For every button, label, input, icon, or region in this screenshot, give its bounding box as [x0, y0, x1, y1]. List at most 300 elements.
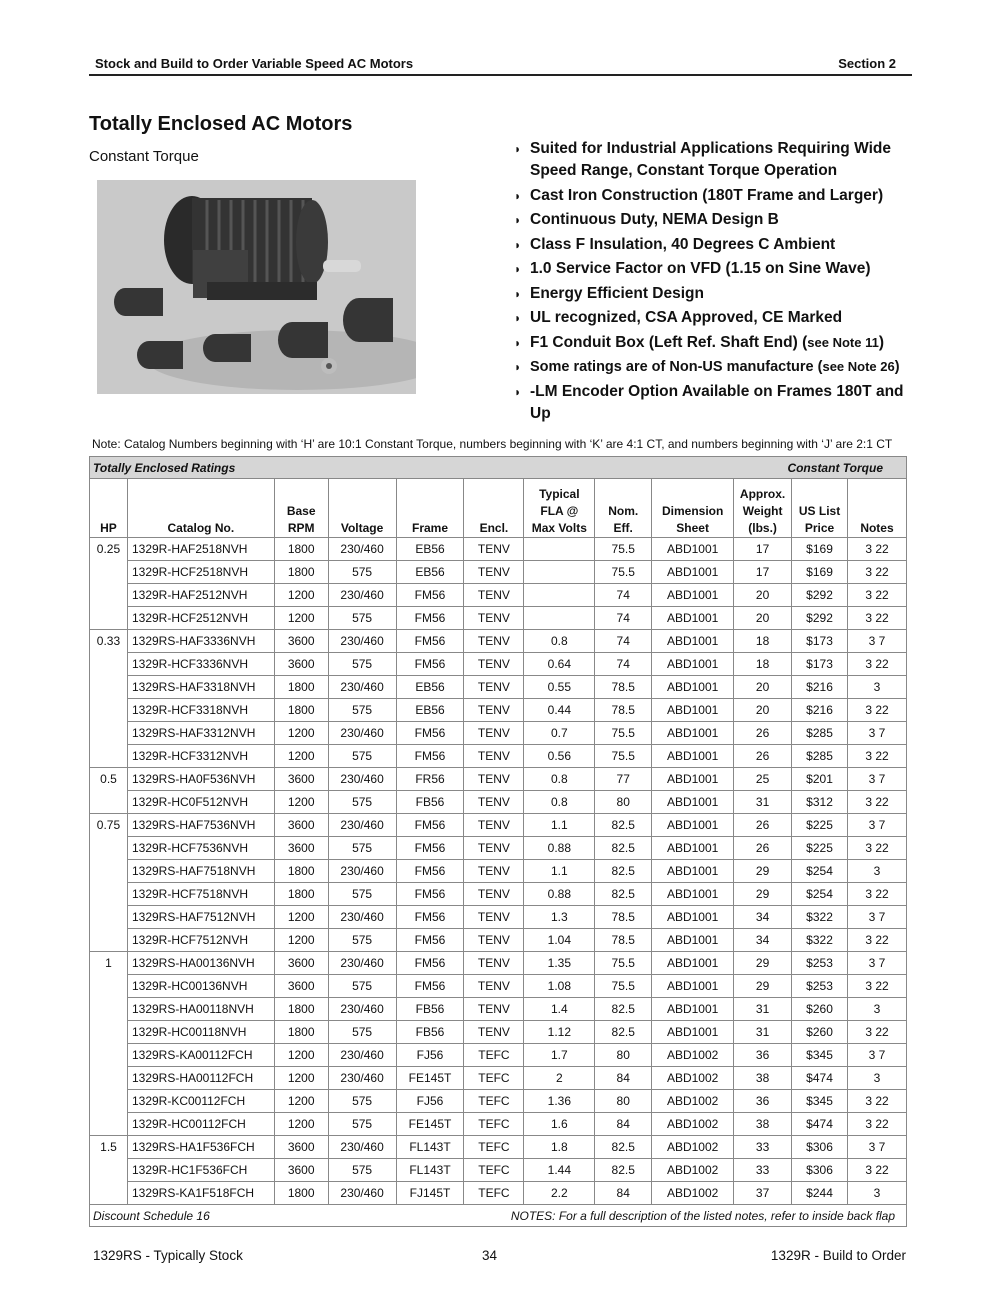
table-cell: 1329R-HCF7518NVH: [127, 883, 274, 906]
feature-item: ◗ Cast Iron Construction (180T Frame and Larger): [514, 185, 924, 207]
table-row: [90, 814, 907, 837]
col-header-hp: HP: [90, 479, 128, 538]
table-cell: 575: [328, 837, 396, 860]
table-cell: 33: [734, 1159, 792, 1182]
table-row: [90, 676, 907, 699]
header-section: Section 2: [838, 56, 896, 71]
table-cell: FM56: [396, 607, 464, 630]
table-cell: 29: [734, 975, 792, 998]
table-cell: 1200: [274, 607, 328, 630]
table-cell: 575: [328, 607, 396, 630]
table-cell: 78.5: [595, 699, 652, 722]
col-header-weight: Approx. Weight (lbs.): [734, 479, 792, 538]
table-cell: $345: [792, 1090, 848, 1113]
table-cell: 230/460: [328, 584, 396, 607]
table-cell: $225: [792, 837, 848, 860]
table-cell: ABD1001: [652, 791, 734, 814]
table-cell: 36: [734, 1044, 792, 1067]
table-cell: 3 7: [847, 906, 906, 929]
feature-list: [514, 138, 924, 427]
table-cell: ABD1001: [652, 883, 734, 906]
table-row: [90, 860, 907, 883]
page-number: 34: [482, 1248, 498, 1263]
table-cell: 575: [328, 699, 396, 722]
ratings-table: [89, 456, 907, 1227]
table-cell: 3600: [274, 653, 328, 676]
table-cell: ABD1001: [652, 722, 734, 745]
table-cell: TENV: [464, 860, 524, 883]
table-cell: 1329R-HAF2512NVH: [127, 584, 274, 607]
table-cell: 230/460: [328, 998, 396, 1021]
table-cell: 36: [734, 1090, 792, 1113]
table-cell: 575: [328, 929, 396, 952]
table-cell: 3 22: [847, 1113, 906, 1136]
table-cell: ABD1001: [652, 768, 734, 791]
table-cell: 26: [734, 745, 792, 768]
table-cell: 1200: [274, 1090, 328, 1113]
table-cell: FE145T: [396, 1113, 464, 1136]
hp-cell: 1: [90, 952, 128, 1136]
feature-item: ◗ Suited for Industrial Applications Requiring Wide Speed Range, Constant Torque Operation: [514, 140, 891, 179]
table-cell: 20: [734, 607, 792, 630]
table-cell: 3 22: [847, 699, 906, 722]
table-cell: 1800: [274, 883, 328, 906]
hp-cell: 0.33: [90, 630, 128, 768]
table-cell: 38: [734, 1067, 792, 1090]
footer-left: 1329RS - Typically Stock: [93, 1248, 243, 1263]
table-cell: ABD1001: [652, 584, 734, 607]
table-cell: TEFC: [464, 1159, 524, 1182]
table-cell: TEFC: [464, 1044, 524, 1067]
table-cell: 1.08: [524, 975, 595, 998]
table-cell: 230/460: [328, 630, 396, 653]
table-cell: 230/460: [328, 1044, 396, 1067]
table-cell: 1329R-HC0F512NVH: [127, 791, 274, 814]
table-cell: ABD1002: [652, 1182, 734, 1205]
table-cell: TENV: [464, 561, 524, 584]
table-cell: 3600: [274, 630, 328, 653]
hp-cell: 1.5: [90, 1136, 128, 1205]
table-cell: ABD1002: [652, 1090, 734, 1113]
table-row: [90, 1159, 907, 1182]
table-cell: $322: [792, 929, 848, 952]
table-header-row: [90, 479, 907, 538]
table-row: [90, 929, 907, 952]
table-cell: ABD1001: [652, 630, 734, 653]
table-cell: 3 7: [847, 722, 906, 745]
table-cell: 575: [328, 653, 396, 676]
feature-item: ◗ F1 Conduit Box (Left Ref. Shaft End) (see Note 11): [514, 332, 924, 354]
table-cell: FM56: [396, 745, 464, 768]
table-cell: 3 7: [847, 814, 906, 837]
table-cell: 1200: [274, 584, 328, 607]
feature-item: ◗ Energy Efficient Design: [514, 283, 924, 305]
table-cell: ABD1002: [652, 1159, 734, 1182]
hp-cell: 0.5: [90, 768, 128, 814]
table-cell: TEFC: [464, 1136, 524, 1159]
table-cell: FL143T: [396, 1136, 464, 1159]
table-cell: 31: [734, 1021, 792, 1044]
table-cell: 80: [595, 1044, 652, 1067]
table-cell: TENV: [464, 883, 524, 906]
table-cell: FM56: [396, 906, 464, 929]
bullet-icon: ◗: [514, 360, 522, 374]
table-cell: FE145T: [396, 1067, 464, 1090]
table-cell: 78.5: [595, 676, 652, 699]
table-row: [90, 791, 907, 814]
table-cell: $225: [792, 814, 848, 837]
table-cell: 0.56: [524, 745, 595, 768]
table-cell: 1.6: [524, 1113, 595, 1136]
table-cell: 82.5: [595, 1136, 652, 1159]
table-cell: 17: [734, 561, 792, 584]
table-cell: $169: [792, 561, 848, 584]
table-cell: $169: [792, 538, 848, 561]
col-header-catalog: Catalog No.: [127, 479, 274, 538]
table-cell: 1800: [274, 998, 328, 1021]
table-cell: ABD1001: [652, 561, 734, 584]
table-cell: TENV: [464, 584, 524, 607]
table-row: [90, 952, 907, 975]
header-title: Stock and Build to Order Variable Speed AC Motors: [95, 56, 414, 71]
feature-item: ◗ UL recognized, CSA Approved, CE Marked: [514, 307, 924, 329]
table-cell: TENV: [464, 814, 524, 837]
table-cell: 80: [595, 1090, 652, 1113]
table-cell: 1329R-HCF7536NVH: [127, 837, 274, 860]
table-cell: TEFC: [464, 1090, 524, 1113]
table-cell: ABD1001: [652, 837, 734, 860]
table-cell: FM56: [396, 929, 464, 952]
table-cell: $173: [792, 630, 848, 653]
table-cell: 3 22: [847, 607, 906, 630]
table-cell: 75.5: [595, 975, 652, 998]
table-cell: 1200: [274, 906, 328, 929]
table-cell: 3: [847, 1182, 906, 1205]
table-cell: 0.64: [524, 653, 595, 676]
table-cell: FJ56: [396, 1044, 464, 1067]
bullet-icon: ◗: [514, 335, 522, 350]
table-cell: 1.04: [524, 929, 595, 952]
table-cell: 75.5: [595, 745, 652, 768]
table-cell: 3600: [274, 768, 328, 791]
table-cell: TENV: [464, 607, 524, 630]
table-cell: EB56: [396, 699, 464, 722]
feature-item: ◗ Some ratings are of Non-US manufacture (see Note 26): [514, 356, 924, 378]
table-cell: 29: [734, 883, 792, 906]
table-cell: ABD1001: [652, 538, 734, 561]
table-cell: FJ56: [396, 1090, 464, 1113]
table-cell: [524, 607, 595, 630]
table-cell: 3 22: [847, 653, 906, 676]
table-cell: TENV: [464, 699, 524, 722]
feature-item: ◗ Class F Insulation, 40 Degrees C Ambient: [514, 234, 924, 256]
table-cell: 1329R-HCF3318NVH: [127, 699, 274, 722]
table-cell: 575: [328, 1159, 396, 1182]
table-cell: 230/460: [328, 676, 396, 699]
table-cell: ABD1001: [652, 860, 734, 883]
table-cell: 1200: [274, 791, 328, 814]
table-row: [90, 699, 907, 722]
table-cell: 82.5: [595, 1021, 652, 1044]
table-cell: 84: [595, 1182, 652, 1205]
table-cell: $474: [792, 1067, 848, 1090]
col-header-frame: Frame: [396, 479, 464, 538]
feature-item: ◗ Continuous Duty, NEMA Design B: [514, 209, 924, 231]
table-cell: 3600: [274, 952, 328, 975]
table-cell: 1.4: [524, 998, 595, 1021]
table-cell: FM56: [396, 630, 464, 653]
table-row: [90, 607, 907, 630]
table-cell: 575: [328, 1113, 396, 1136]
table-cell: ABD1001: [652, 607, 734, 630]
bullet-icon: ◗: [514, 213, 522, 227]
table-cell: 1329R-HCF2512NVH: [127, 607, 274, 630]
table-cell: 34: [734, 929, 792, 952]
table-cell: 17: [734, 538, 792, 561]
col-header-encl: Encl.: [464, 479, 524, 538]
table-cell: 1800: [274, 1021, 328, 1044]
table-row: [90, 561, 907, 584]
table-cell: 3: [847, 998, 906, 1021]
motors-photo: [97, 180, 416, 394]
table-cell: 78.5: [595, 906, 652, 929]
table-cell: 230/460: [328, 538, 396, 561]
table-cell: 1.1: [524, 814, 595, 837]
table-row: [90, 584, 907, 607]
table-cell: $260: [792, 998, 848, 1021]
table-cell: 575: [328, 1021, 396, 1044]
table-row: [90, 975, 907, 998]
table-cell: 3 7: [847, 952, 906, 975]
table-cell: 1200: [274, 1067, 328, 1090]
bullet-icon: ◗: [514, 188, 522, 203]
table-cell: ABD1001: [652, 653, 734, 676]
table-cell: 230/460: [328, 814, 396, 837]
bullet-icon: ◗: [514, 237, 522, 252]
table-cell: $306: [792, 1159, 848, 1182]
table-cell: TENV: [464, 837, 524, 860]
table-cell: $312: [792, 791, 848, 814]
table-cell: TENV: [464, 653, 524, 676]
table-row: [90, 745, 907, 768]
table-cell: ABD1001: [652, 998, 734, 1021]
table-cell: 82.5: [595, 883, 652, 906]
table-row: [90, 837, 907, 860]
table-cell: 1.35: [524, 952, 595, 975]
table-cell: $474: [792, 1113, 848, 1136]
table-cell: $345: [792, 1044, 848, 1067]
table-cell: 1329RS-HAF7536NVH: [127, 814, 274, 837]
page-header: [89, 54, 912, 76]
table-cell: 82.5: [595, 860, 652, 883]
table-cell: 3 22: [847, 1021, 906, 1044]
table-banner: [90, 457, 907, 479]
table-cell: 3 22: [847, 745, 906, 768]
table-cell: $260: [792, 1021, 848, 1044]
table-cell: $322: [792, 906, 848, 929]
table-cell: 38: [734, 1113, 792, 1136]
table-cell: FM56: [396, 883, 464, 906]
table-cell: 230/460: [328, 1067, 396, 1090]
table-cell: 31: [734, 791, 792, 814]
table-cell: 82.5: [595, 837, 652, 860]
table-cell: 3 7: [847, 1136, 906, 1159]
catalog-note: Note: Catalog Numbers beginning with ‘H’ are 10:1 Constant Torque, numbers beginning with ‘K’ are 4:1 CT, and numbers beginning with ‘J’ are 2:1 CT: [92, 437, 893, 451]
table-cell: 1800: [274, 699, 328, 722]
table-cell: 3 22: [847, 561, 906, 584]
table-cell: 230/460: [328, 768, 396, 791]
table-cell: TENV: [464, 998, 524, 1021]
table-cell: $216: [792, 676, 848, 699]
table-cell: 84: [595, 1113, 652, 1136]
table-cell: 74: [595, 653, 652, 676]
table-cell: 1.3: [524, 906, 595, 929]
table-cell: 80: [595, 791, 652, 814]
table-cell: EB56: [396, 538, 464, 561]
table-cell: FM56: [396, 653, 464, 676]
table-cell: 3600: [274, 814, 328, 837]
table-cell: 26: [734, 837, 792, 860]
table-cell: 1329RS-HA00136NVH: [127, 952, 274, 975]
col-header-price: US List Price: [792, 479, 848, 538]
table-cell: TEFC: [464, 1182, 524, 1205]
table-cell: FM56: [396, 814, 464, 837]
table-cell: 75.5: [595, 538, 652, 561]
table-cell: 575: [328, 561, 396, 584]
table-cell: FM56: [396, 860, 464, 883]
table-row: [90, 1136, 907, 1159]
table-cell: ABD1001: [652, 814, 734, 837]
table-cell: 230/460: [328, 906, 396, 929]
table-cell: 1329R-HC1F536FCH: [127, 1159, 274, 1182]
table-cell: 3 22: [847, 929, 906, 952]
table-cell: 34: [734, 906, 792, 929]
table-cell: 1329R-HCF3312NVH: [127, 745, 274, 768]
col-header-fla: Typical FLA @ Max Volts: [524, 479, 595, 538]
table-cell: 0.8: [524, 768, 595, 791]
table-cell: $285: [792, 722, 848, 745]
table-cell: 230/460: [328, 860, 396, 883]
table-cell: 1329R-HAF2518NVH: [127, 538, 274, 561]
table-cell: 84: [595, 1067, 652, 1090]
table-cell: ABD1001: [652, 929, 734, 952]
table-cell: $244: [792, 1182, 848, 1205]
table-cell: 1200: [274, 722, 328, 745]
page-title: Totally Enclosed AC Motors: [89, 113, 353, 135]
table-cell: 0.44: [524, 699, 595, 722]
table-cell: ABD1001: [652, 699, 734, 722]
table-cell: 3600: [274, 975, 328, 998]
hp-cell: 0.75: [90, 814, 128, 952]
table-cell: 25: [734, 768, 792, 791]
table-cell: 0.55: [524, 676, 595, 699]
table-row: [90, 1021, 907, 1044]
table-cell: TENV: [464, 791, 524, 814]
table-row: [90, 630, 907, 653]
table-cell: 74: [595, 584, 652, 607]
table-cell: 1800: [274, 1182, 328, 1205]
table-cell: 230/460: [328, 1136, 396, 1159]
table-cell: 74: [595, 607, 652, 630]
discount-schedule: Discount Schedule 16: [93, 1208, 210, 1223]
table-row: [90, 653, 907, 676]
table-cell: [524, 538, 595, 561]
table-cell: 82.5: [595, 1159, 652, 1182]
table-cell: FM56: [396, 837, 464, 860]
table-cell: ABD1001: [652, 975, 734, 998]
table-cell: 20: [734, 676, 792, 699]
table-row: [90, 1182, 907, 1205]
table-cell: 77: [595, 768, 652, 791]
table-cell: 1329R-KC00112FCH: [127, 1090, 274, 1113]
table-cell: FB56: [396, 791, 464, 814]
table-cell: 1.36: [524, 1090, 595, 1113]
table-cell: 3 22: [847, 1090, 906, 1113]
table-row: [90, 906, 907, 929]
table-cell: 29: [734, 860, 792, 883]
notes-reference: NOTES: For a full description of the listed notes, refer to inside back flap: [510, 1208, 895, 1223]
table-cell: 3 22: [847, 584, 906, 607]
table-cell: 78.5: [595, 929, 652, 952]
table-cell: FM56: [396, 584, 464, 607]
table-cell: 29: [734, 952, 792, 975]
table-cell: ABD1001: [652, 745, 734, 768]
table-cell: ABD1002: [652, 1067, 734, 1090]
table-cell: 33: [734, 1136, 792, 1159]
table-cell: 82.5: [595, 814, 652, 837]
table-cell: TENV: [464, 929, 524, 952]
table-cell: TEFC: [464, 1067, 524, 1090]
table-cell: 1.7: [524, 1044, 595, 1067]
table-cell: 1329RS-HAF3318NVH: [127, 676, 274, 699]
table-cell: 575: [328, 883, 396, 906]
table-cell: 3 22: [847, 538, 906, 561]
table-cell: 3: [847, 676, 906, 699]
table-cell: FM56: [396, 952, 464, 975]
table-cell: 1.44: [524, 1159, 595, 1182]
table-cell: 0.88: [524, 837, 595, 860]
table-row: [90, 1067, 907, 1090]
table-cell: 3600: [274, 1136, 328, 1159]
table-cell: FB56: [396, 998, 464, 1021]
table-cell: 575: [328, 975, 396, 998]
table-cell: 1200: [274, 745, 328, 768]
table-cell: 3 7: [847, 768, 906, 791]
table-cell: 3 7: [847, 1044, 906, 1067]
table-cell: TENV: [464, 538, 524, 561]
table-cell: 1329RS-HA1F536FCH: [127, 1136, 274, 1159]
bullet-icon: ◗: [514, 262, 522, 276]
table-cell: 575: [328, 745, 396, 768]
table-cell: EB56: [396, 561, 464, 584]
table-cell: $216: [792, 699, 848, 722]
table-cell: ABD1002: [652, 1136, 734, 1159]
table-cell: 20: [734, 584, 792, 607]
table-cell: TENV: [464, 676, 524, 699]
table-cell: 575: [328, 1090, 396, 1113]
table-cell: 26: [734, 722, 792, 745]
table-cell: 1800: [274, 561, 328, 584]
table-cell: 3 22: [847, 975, 906, 998]
table-cell: 1329R-HCF7512NVH: [127, 929, 274, 952]
feature-item: ◗ -LM Encoder Option Available on Frames 180T and Up: [514, 382, 904, 422]
table-cell: 230/460: [328, 722, 396, 745]
table-cell: 1800: [274, 676, 328, 699]
col-header-voltage: Voltage: [328, 479, 396, 538]
table-cell: 1329R-HCF2518NVH: [127, 561, 274, 584]
table-cell: 1200: [274, 1044, 328, 1067]
banner-left: Totally Enclosed Ratings: [93, 460, 236, 475]
